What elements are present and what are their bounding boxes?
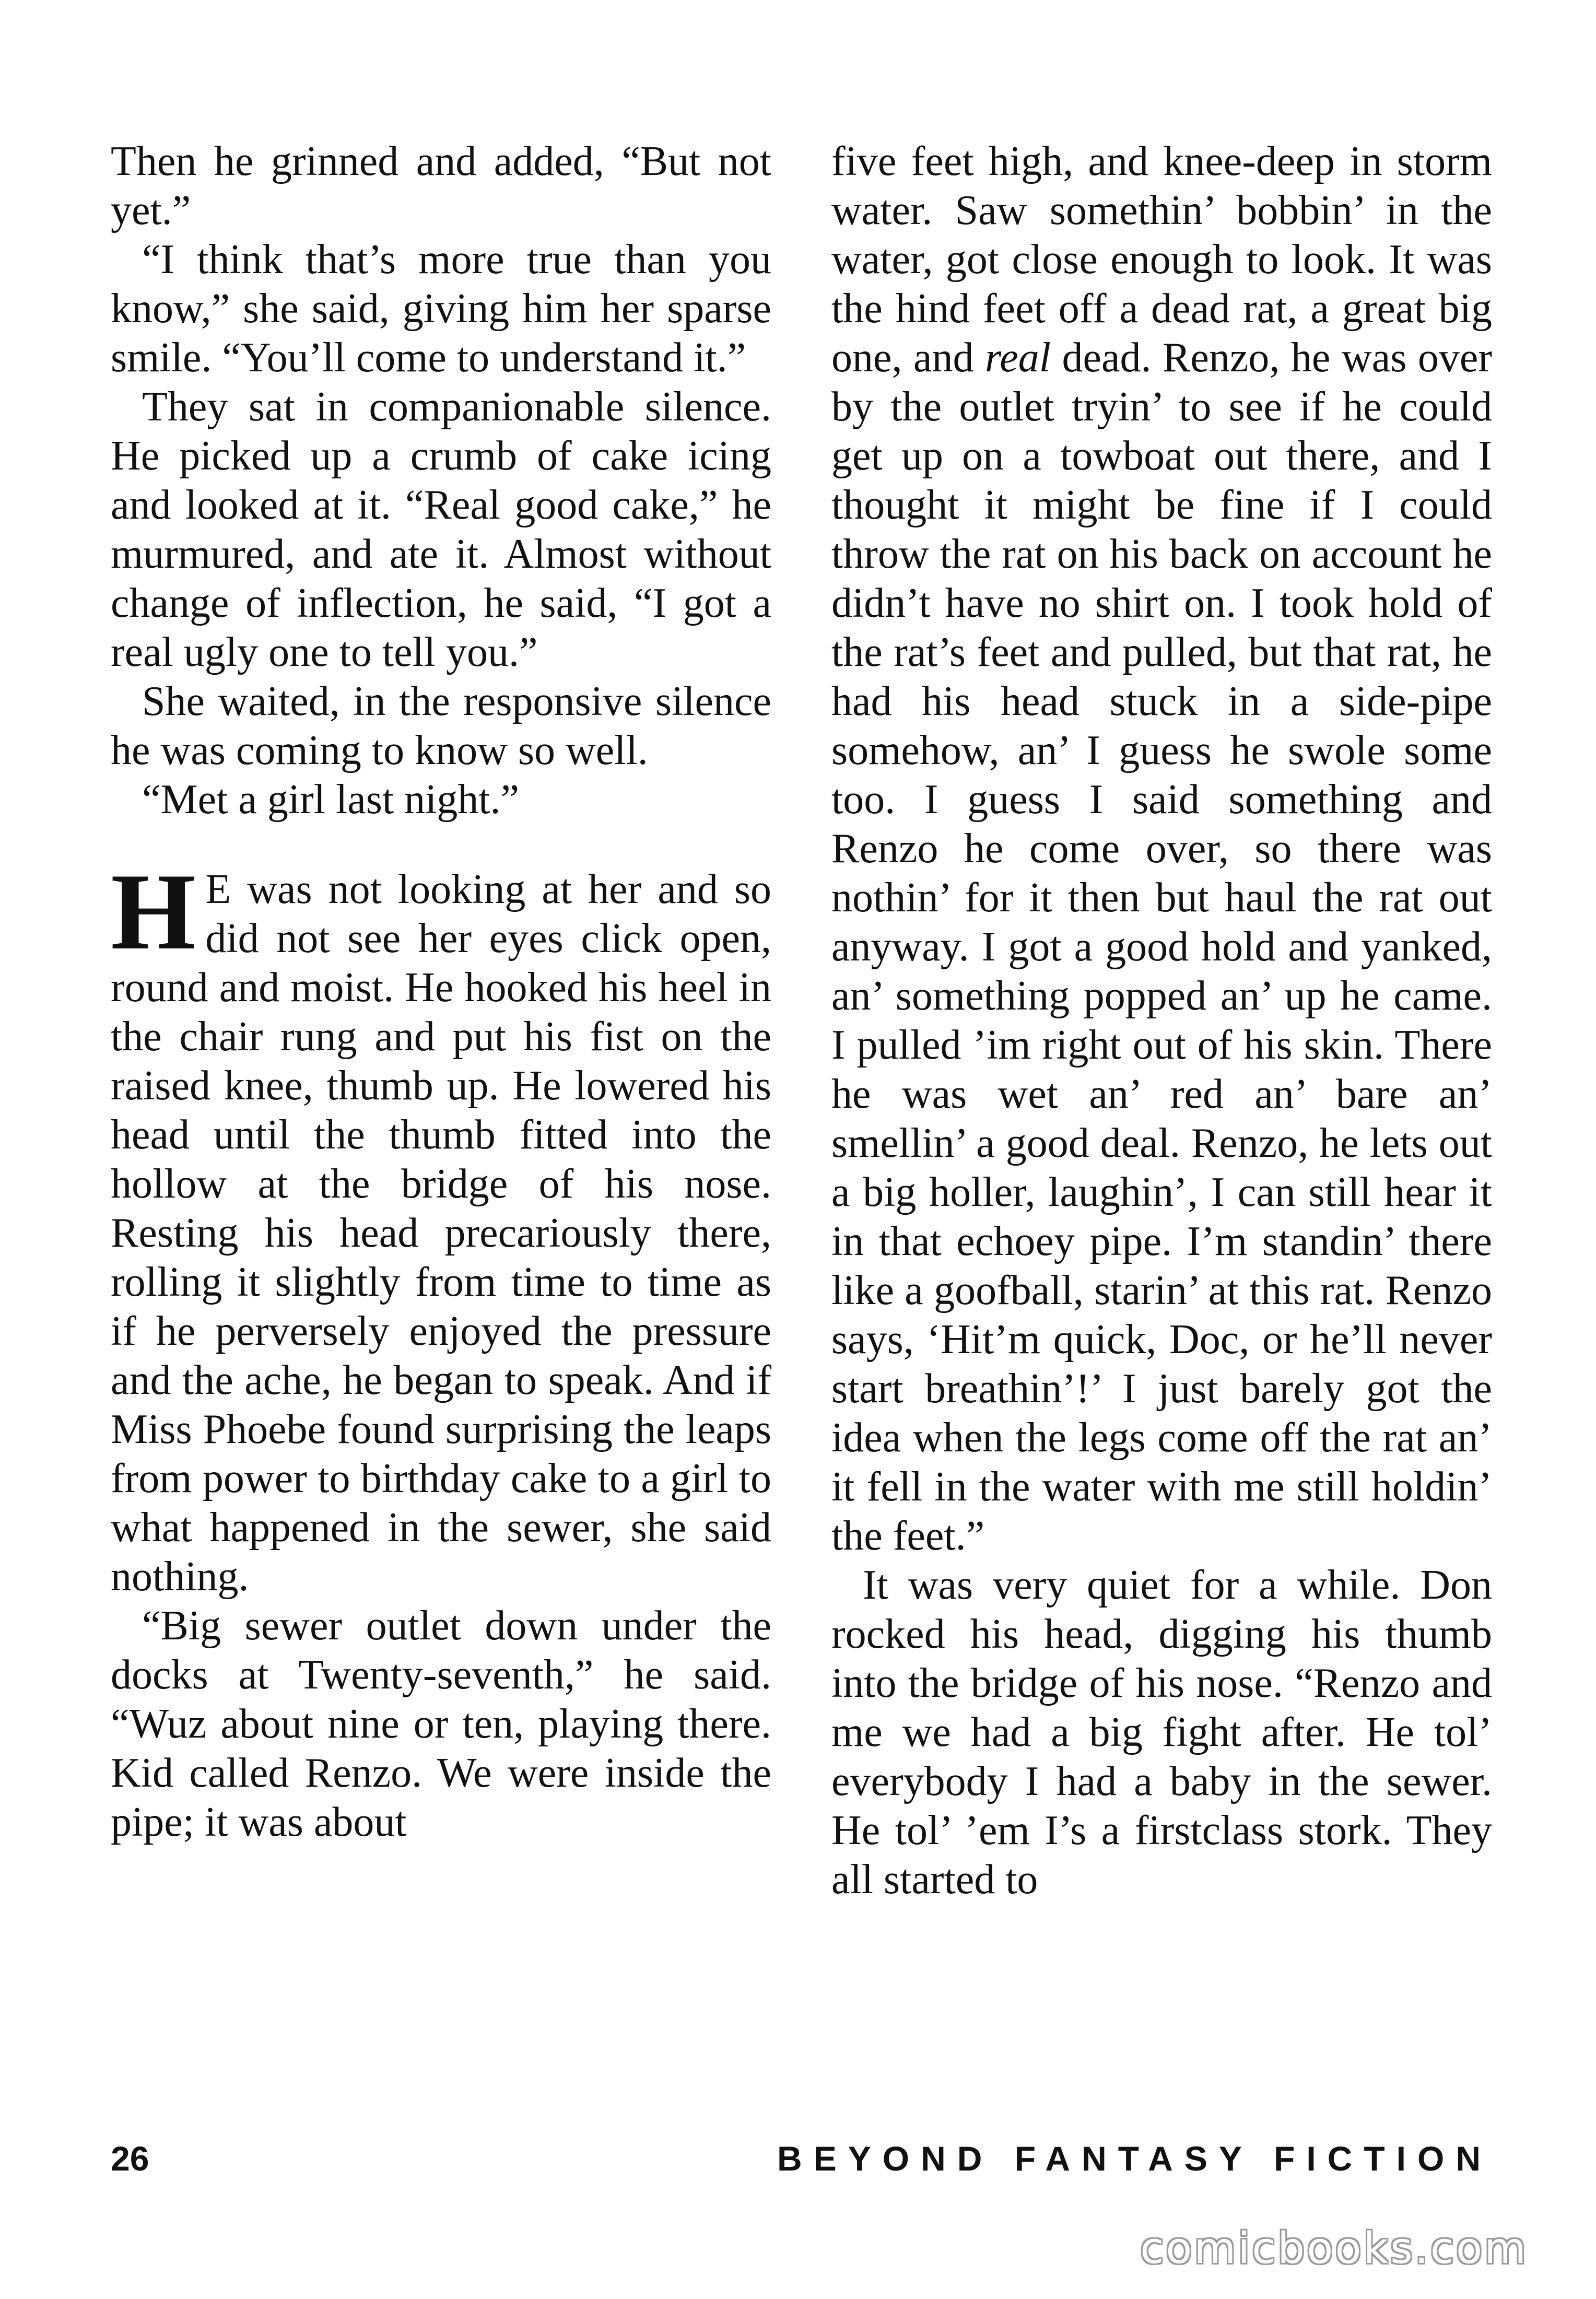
- paragraph-text: E was not looking at her and so did not see her eyes click open, round and moist. He hooked his heel in the chair rung and put his fist on the raised knee, thumb up. He lowered his head until the thumb fitted into the hollow at the bridge of his nose. Resting his head precariously there, rolling it slightly from time to time as if he perversely enjoyed the pressure and the ache, he began to speak. And if Miss Phoebe found surprising the leaps from power to birthday cake to a girl to what happened in the sewer, she said nothing.: [111, 866, 771, 1600]
- paragraph: “Met a girl last night.”: [142, 777, 520, 823]
- paragraph: [831, 137, 1492, 1561]
- paragraph: “Big sewer outlet down under the docks at Twenty-seventh,” he said. “Wuz about nine or ten, playing there. Kid called Renzo. We were inside the pipe; it was about: [111, 1603, 771, 1845]
- drop-cap: H: [111, 851, 196, 972]
- paragraph-text: five feet high, and knee-deep in storm water. Saw somethin’ bobbin’ in the water, got close enough to look. It was the hind feet off a dead rat, a great big one, and: [831, 138, 1492, 381]
- right-text-column: [831, 137, 1492, 1904]
- watermark: comicbooks.com: [1140, 2224, 1528, 2273]
- emphasized-word: real: [985, 335, 1051, 381]
- paragraph: “I think that’s more true than you know,” she said, giving him her sparse smile. “You’ll come to understand it.”: [111, 237, 771, 381]
- page-footer: [111, 2135, 1492, 2182]
- paragraph: She waited, in the responsive silence he was coming to know so well.: [111, 678, 771, 773]
- paragraph: Then he grinned and added, “But not yet.”: [111, 138, 771, 233]
- paragraph: It was very quiet for a while. Don rocked his head, digging his thumb into the bridge of his nose. “Renzo and me we had a big fight after. He tol’ everybody I had a baby in the sewer. He tol’ ’em I’s a firstclass stork. They all started to: [831, 1562, 1492, 1903]
- paragraph: They sat in companionable silence. He picked up a crumb of cake icing and looked at it. “Real good cake,” he murmured, and ate it. Almost without change of inflection, he said, “I got a real ugly one to tell you.”: [111, 384, 771, 675]
- page-number: 26: [111, 2139, 149, 2178]
- magazine-title: BEYOND FANTASY FICTION: [777, 2139, 1492, 2178]
- section-opening-paragraph: [111, 851, 771, 1601]
- left-text-column: [111, 137, 771, 1847]
- paragraph-text: dead. Renzo, he was over by the outlet tryin’ to see if he could get up on a towboat out there, and I thought it might be fine if I could throw the rat on his back on account he didn’t have no shirt on. I took hold of the rat’s feet and pulled, but that rat, he had his head stuck in a side-pipe somehow, an’ I guess he swole some too. I guess I said something and Renzo he come over, so there was nothin’ for it then but haul the rat out anyway. I got a good hold and yanked, an’ something popped an’ up he came. I pulled ’im right out of his skin. There he was wet an’ red an’ bare an’ smellin’ a good deal. Renzo, he lets out a big holler, laughin’, I can still hear it in that echoey pipe. I’m standin’ there like a goofball, starin’ at this rat. Renzo says, ‘Hit’m quick, Doc, or he’ll never start breathin’!’ I just barely got the idea when the legs come off the rat an’ it fell in the water with me still holdin’ the feet.”: [831, 335, 1492, 1559]
